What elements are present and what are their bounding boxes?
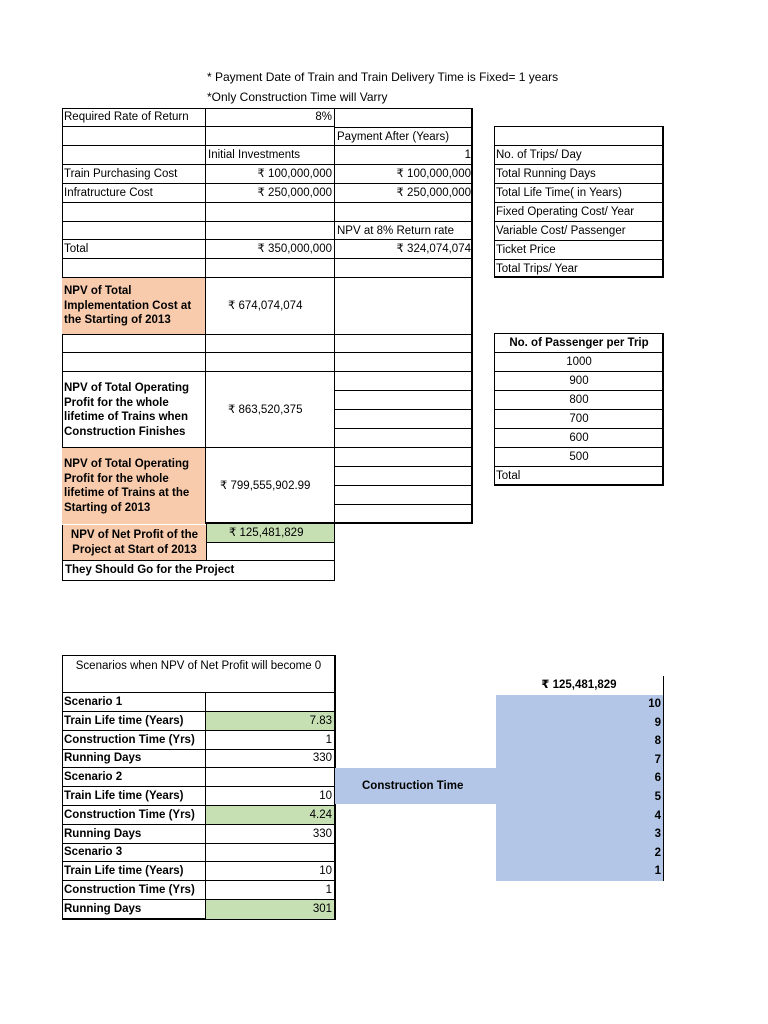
note-payment-fixed: * Payment Date of Train and Train Delivery Time is Fixed= 1 years — [207, 70, 559, 84]
npv-implementation-label: NPV of Total Implementation Cost at the Starting of 2013 — [62, 278, 206, 335]
construction-time-value: 1 — [654, 865, 661, 878]
construction-time-value: 3 — [654, 828, 661, 841]
passenger-table — [494, 333, 664, 486]
npv-operating-start-label: NPV of Total Operating Profit for the whole lifetime of Trains at the Starting of 2013 — [62, 448, 206, 524]
payment-after-value: 1 — [335, 146, 473, 165]
scenario-row-label: Running Days — [62, 749, 206, 768]
scenario-row-label: Running Days — [62, 900, 206, 919]
project-conclusion: They Should Go for the Project — [62, 561, 335, 581]
scenario-row-label: Construction Time (Yrs) — [62, 731, 206, 750]
parameter-label: Total Trips/ Year — [496, 263, 578, 275]
scenario-row-value — [206, 693, 334, 712]
passenger-total-label: Total — [496, 470, 521, 482]
scenario-row-label: Scenario 1 — [62, 693, 206, 712]
construction-time-label: Construction Time — [335, 768, 496, 804]
scenarios-header: Scenarios when NPV of Net Profit will become 0 — [62, 655, 335, 693]
parameter-label: Total Life Time( in Years) — [494, 184, 664, 203]
npv-net-profit-value: ₹ 125,481,829 — [206, 524, 335, 543]
scenario-row-label: Construction Time (Yrs) — [62, 806, 206, 825]
construction-time-value: 8 — [654, 735, 661, 748]
scenario-row-label: Running Days — [62, 825, 206, 844]
parameter-label: Variable Cost/ Passenger — [494, 222, 664, 241]
infra-cost-label: Infratructure Cost — [62, 184, 206, 203]
train-cost-label: Train Purchasing Cost — [62, 165, 206, 184]
npv-operating-start-value: ₹ 799,555,902.99 — [206, 448, 335, 524]
scenario-row-label: Construction Time (Yrs) — [62, 881, 206, 900]
data-table-header: ₹ 125,481,829 — [541, 679, 617, 691]
scenarios-table — [62, 655, 336, 920]
parameter-label: Fixed Operating Cost/ Year — [494, 203, 664, 222]
total-label: Total — [62, 240, 206, 259]
data-table-values-block — [496, 695, 663, 881]
rrr-label: Required Rate of Return — [62, 108, 206, 127]
train-cost-after: ₹ 100,000,000 — [335, 165, 473, 184]
passenger-count: 1000 — [494, 353, 664, 372]
initial-investments-header: Initial Investments — [206, 146, 335, 165]
scenario-row-value: 301 — [206, 900, 334, 919]
payment-after-header: Payment After (Years) — [335, 127, 473, 146]
note-construction-varies: *Only Construction Time will Varry — [207, 90, 388, 104]
scenario-row-value: 10 — [206, 787, 334, 806]
scenario-row-value: 330 — [206, 825, 334, 844]
scenario-row-value: 10 — [206, 862, 334, 881]
passenger-count: 800 — [494, 391, 664, 410]
construction-time-value: 2 — [654, 846, 661, 859]
parameter-label: No. of Trips/ Day — [494, 146, 664, 165]
parameter-label: Total Running Days — [494, 165, 664, 184]
infra-cost-initial: ₹ 250,000,000 — [206, 184, 335, 203]
scenario-row-label: Train Life time (Years) — [62, 862, 206, 881]
scenario-row-value — [206, 768, 334, 787]
train-cost-initial: ₹ 100,000,000 — [206, 165, 335, 184]
total-initial: ₹ 350,000,000 — [206, 240, 335, 259]
passenger-header: No. of Passenger per Trip — [494, 333, 664, 353]
scenario-row-value: 1 — [206, 881, 334, 900]
construction-time-value: 10 — [648, 698, 661, 710]
npv-operating-construction-label: NPV of Total Operating Profit for the whole lifetime of Trains when Construction Finishes — [62, 372, 206, 448]
scenario-row-value: 1 — [206, 731, 334, 750]
scenario-row-value: 4.24 — [206, 806, 334, 825]
npv-rate-header: NPV at 8% Return rate — [335, 222, 473, 240]
construction-time-value: 7 — [654, 753, 661, 766]
total-npv: ₹ 324,074,074 — [335, 240, 473, 259]
infra-cost-after: ₹ 250,000,000 — [335, 184, 473, 203]
scenario-row-label: Train Life time (Years) — [62, 787, 206, 806]
passenger-count: 600 — [494, 429, 664, 448]
scenario-row-value: 330 — [206, 749, 334, 768]
scenario-row-label: Scenario 3 — [62, 843, 206, 862]
scenario-row-value — [206, 843, 334, 862]
passenger-count: 700 — [494, 410, 664, 429]
construction-time-value: 9 — [654, 716, 661, 729]
scenario-row-label: Train Life time (Years) — [62, 712, 206, 731]
npv-operating-construction-value: ₹ 863,520,375 — [206, 372, 335, 448]
npv-net-profit-label: NPV of Net Profit of the Project at Start of 2013 — [62, 525, 207, 561]
rrr-value: 8% — [206, 108, 335, 127]
construction-time-value: 4 — [654, 809, 661, 822]
passenger-count: 500 — [494, 448, 664, 467]
scenario-row-label: Scenario 2 — [62, 768, 206, 787]
construction-time-value: 6 — [654, 772, 661, 785]
npv-implementation-value: ₹ 674,074,074 — [206, 278, 335, 335]
scenario-row-value: 7.83 — [206, 712, 334, 731]
construction-time-value: 5 — [654, 791, 661, 803]
npv-main-table — [62, 108, 474, 525]
passenger-count: 900 — [494, 372, 664, 391]
parameter-label: Ticket Price — [494, 241, 664, 260]
